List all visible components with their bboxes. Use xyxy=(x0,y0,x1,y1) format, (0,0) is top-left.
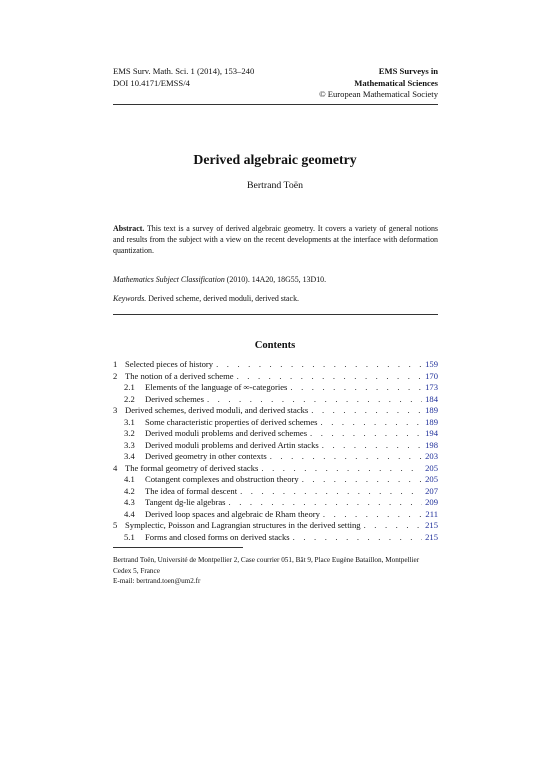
keywords-text: Derived scheme, derived moduli, derived stack. xyxy=(148,294,299,303)
toc-entry-title: Forms and closed forms on derived stacks xyxy=(145,531,290,542)
journal-header xyxy=(113,66,438,101)
toc-page-link[interactable]: 173 xyxy=(425,382,438,393)
toc-page-link[interactable]: 205 xyxy=(425,462,438,473)
journal-name-line-2: Mathematical Sciences xyxy=(354,77,438,88)
toc-entry-number: 4.2 xyxy=(124,485,135,496)
toc-entry[interactable] xyxy=(113,532,438,544)
toc-entry-title: Tangent dg-lie algebras xyxy=(145,497,226,508)
toc-entry-title: Some characteristic properties of derived schemes xyxy=(145,416,318,427)
toc-page-link[interactable]: 159 xyxy=(425,359,438,369)
toc-leader-dots xyxy=(321,417,423,429)
toc-entry-number: 4.1 xyxy=(124,474,135,485)
toc-entry-number: 3.2 xyxy=(124,428,135,439)
toc-entry-title: Selected pieces of history xyxy=(125,359,214,369)
toc-leader-dots xyxy=(229,497,423,509)
toc-page-link[interactable]: 198 xyxy=(425,439,438,450)
toc-page-link[interactable]: 203 xyxy=(425,451,438,462)
toc-leader-dots xyxy=(311,405,422,417)
msc-label: Mathematics Subject Classification xyxy=(113,275,225,284)
toc-entry-title: Derived schemes xyxy=(145,393,204,404)
toc-page-link[interactable]: 215 xyxy=(425,520,438,531)
toc-entry-number: 1 xyxy=(113,359,118,369)
toc-page-link[interactable]: 189 xyxy=(425,405,438,416)
toc-entry-title: Derived geometry in other contexts xyxy=(145,451,267,462)
toc-entry[interactable] xyxy=(113,520,438,532)
toc-page-link[interactable]: 170 xyxy=(425,370,438,381)
toc-entry[interactable] xyxy=(113,509,438,521)
contents-heading: Contents xyxy=(254,340,296,351)
toc-entry-number: 2.1 xyxy=(124,382,135,393)
msc-codes: . 14A20, 18G55, 13D10. xyxy=(247,275,327,284)
toc-page-link[interactable]: 215 xyxy=(425,531,438,542)
toc-entry-number: 4.3 xyxy=(124,497,135,508)
abstract-divider xyxy=(113,314,438,315)
toc-entry[interactable] xyxy=(113,440,438,452)
toc-entry-title: Derived moduli problems and derived Artin stacks xyxy=(145,439,319,450)
abstract-label: Abstract. xyxy=(113,224,145,233)
subject-classification xyxy=(113,275,438,284)
toc-entry-number: 4 xyxy=(113,462,118,473)
toc-page-link[interactable]: 205 xyxy=(425,474,438,485)
toc-entry[interactable] xyxy=(113,382,438,394)
toc-entry-title: Derived moduli problems and derived schemes xyxy=(145,428,308,439)
footnote xyxy=(113,555,438,587)
keywords-label: Keywords. xyxy=(113,294,147,303)
toc-entry[interactable] xyxy=(113,359,438,371)
toc-entry[interactable] xyxy=(113,417,438,429)
toc-entry-number: 3.1 xyxy=(124,416,135,427)
journal-reference: EMS Surv. Math. Sci. 1 (2014), 153–240 xyxy=(113,66,255,76)
paper-author: Bertrand Toën xyxy=(247,180,303,191)
toc-entry-title: Derived loop spaces and algebraic de Rham theory xyxy=(145,508,320,519)
toc-leader-dots xyxy=(293,532,422,544)
toc-page-link[interactable]: 207 xyxy=(425,485,438,496)
toc-leader-dots xyxy=(364,520,423,532)
toc-page-link[interactable]: 194 xyxy=(425,428,438,439)
toc-entry[interactable] xyxy=(113,497,438,509)
toc-entry-number: 5.1 xyxy=(124,531,135,542)
keywords xyxy=(113,294,438,303)
doi: DOI 10.4171/EMSS/4 xyxy=(113,77,190,88)
toc-entry-title: Elements of the language of ∞-categories xyxy=(145,382,288,393)
toc-page-link[interactable]: 184 xyxy=(425,393,438,404)
toc-leader-dots xyxy=(216,359,422,371)
toc-entry-number: 3.3 xyxy=(124,439,135,450)
toc-entry-number: 2 xyxy=(113,370,118,381)
copyright-notice: © European Mathematical Society xyxy=(319,89,438,99)
toc-entry-number: 5 xyxy=(113,520,118,531)
toc-entry-number: 4.4 xyxy=(124,508,135,519)
header-divider xyxy=(113,104,438,105)
toc-page-link[interactable]: 209 xyxy=(425,497,438,508)
toc-entry[interactable] xyxy=(113,451,438,463)
toc-entry[interactable] xyxy=(113,463,438,475)
msc-year: (2010) xyxy=(226,275,248,284)
toc-page-link[interactable]: 211 xyxy=(425,508,438,519)
toc-leader-dots xyxy=(323,509,423,521)
toc-leader-dots xyxy=(240,486,422,498)
toc-entry-title: Symplectic, Poisson and Lagrangian structures in the derived setting xyxy=(125,520,361,531)
toc-leader-dots xyxy=(322,440,422,452)
toc-entry[interactable] xyxy=(113,405,438,417)
toc-leader-dots xyxy=(302,474,422,486)
author-email: E-mail: bertrand.toen@um2.fr xyxy=(113,577,201,585)
toc-entry-title: Cotangent complexes and obstruction theory xyxy=(145,474,299,485)
toc-entry[interactable] xyxy=(113,474,438,486)
toc-entry-number: 2.2 xyxy=(124,393,135,404)
footnote-divider xyxy=(113,547,243,548)
table-of-contents xyxy=(113,359,438,543)
toc-entry[interactable] xyxy=(113,486,438,498)
toc-leader-dots xyxy=(290,382,422,394)
toc-leader-dots xyxy=(310,428,422,440)
toc-entry-number: 3 xyxy=(113,405,118,416)
toc-entry[interactable] xyxy=(113,371,438,383)
abstract-text: This text is a survey of derived algebraic geometry. It covers a variety of general notions and results from the subject with a view on the recent developments at the interface with deformation quantization. xyxy=(113,224,438,255)
paper-title: Derived algebraic geometry xyxy=(193,152,357,167)
abstract xyxy=(113,223,438,256)
toc-leader-dots xyxy=(270,451,422,463)
toc-entry-title: The formal geometry of derived stacks xyxy=(125,462,259,473)
toc-entry[interactable] xyxy=(113,428,438,440)
toc-entry-title: The idea of formal descent xyxy=(145,485,238,496)
journal-name-line-1: EMS Surveys in xyxy=(378,66,438,76)
toc-entry-title: The notion of a derived scheme xyxy=(125,370,234,381)
toc-page-link[interactable]: 189 xyxy=(425,416,438,427)
toc-leader-dots xyxy=(237,371,423,383)
toc-leader-dots xyxy=(207,394,422,406)
toc-entry-number: 3.4 xyxy=(124,451,135,462)
author-address: Bertrand Toën, Université de Montpellier 2, Case courrier 051, Bât 9, Place Eugène Bataillon, Montpellier Cedex 5, France xyxy=(113,556,420,575)
toc-leader-dots xyxy=(261,463,422,475)
toc-entry[interactable] xyxy=(113,394,438,406)
toc-entry-title: Derived schemes, derived moduli, and derived stacks xyxy=(125,405,309,416)
